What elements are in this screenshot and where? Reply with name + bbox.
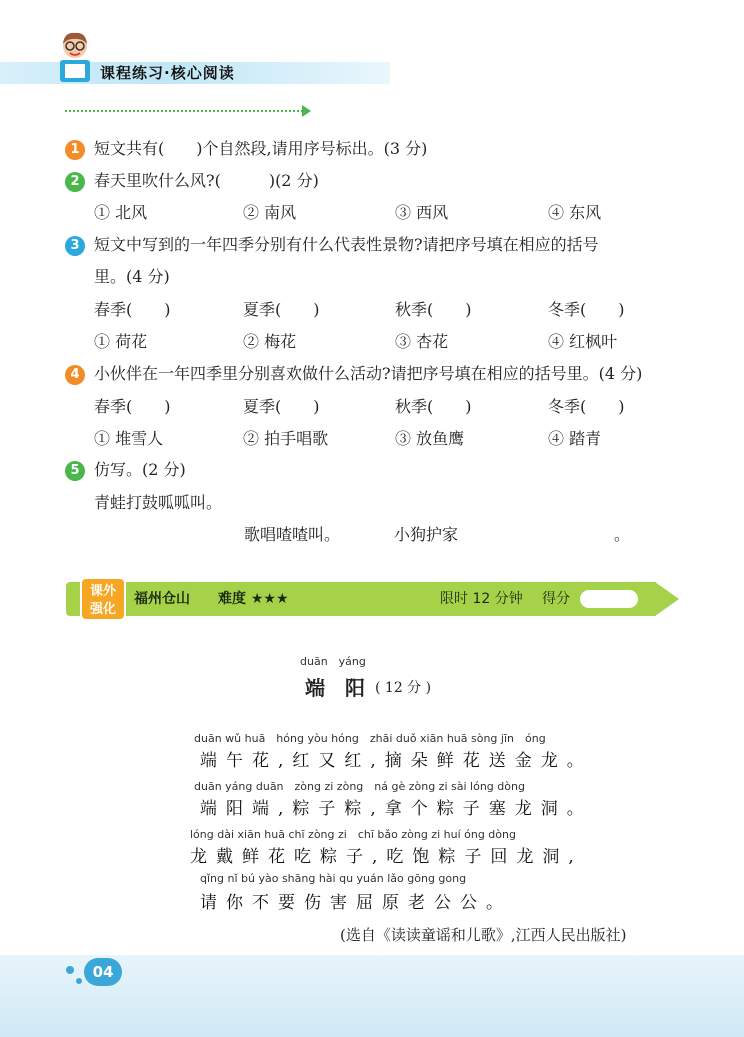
option: ② 拍手唱歌 (243, 429, 329, 448)
season-blank: 秋季( ) (395, 397, 472, 416)
option: ③ 杏花 (395, 332, 449, 351)
example-sentence: 青蛙打鼓呱呱叫。 (94, 493, 223, 512)
season-blank: 夏季( ) (243, 397, 320, 416)
option: ③ 放鱼鹰 (395, 429, 465, 448)
poem-line-pinyin: lóng dài xiān huā chī zòng zi chī bǎo zòng zi huí óng dòng (190, 828, 516, 841)
title-pinyin: duān yáng (300, 655, 366, 668)
decor-dot (66, 966, 74, 974)
season-blank: 春季( ) (94, 300, 171, 319)
season-blank: 夏季( ) (243, 300, 320, 319)
page-header-title: 课程练习·核心阅读 (100, 64, 235, 82)
season-blank: 秋季( ) (395, 300, 472, 319)
poem-line: 龙戴鲜花吃粽子,吃饱粽子回龙洞, (190, 847, 583, 867)
season-blank: 冬季( ) (548, 397, 625, 416)
question-number: 2 (65, 172, 85, 192)
option: ① 堆雪人 (94, 429, 164, 448)
option: ① 北风 (94, 203, 148, 222)
dotted-divider (65, 110, 303, 112)
banner-difficulty: 难度 ★★★ (218, 591, 289, 607)
question-text: 小伙伴在一年四季里分别喜欢做什么活动?请把序号填在相应的括号里。(4 分) (94, 364, 643, 383)
option: ④ 踏青 (548, 429, 602, 448)
question-text: 短文共有( )个自然段,请用序号标出。(3 分) (94, 139, 428, 158)
mascot-icon (52, 30, 98, 86)
arrow-icon (302, 105, 311, 117)
fill-period: 。 (614, 525, 631, 544)
decor-dot (76, 978, 82, 984)
banner-score-label: 得分 (542, 591, 570, 607)
poem-line: 端阳端,粽子粽,拿个粽子塞龙洞。 (200, 799, 593, 819)
season-blank: 冬季( ) (548, 300, 625, 319)
season-blank: 春季( ) (94, 397, 171, 416)
question-number: 4 (65, 365, 85, 385)
question-text: 短文中写到的一年四季分别有什么代表性景物?请把序号填在相应的括号 (94, 235, 599, 254)
poem-line: 请你不要伤害屈原老公公。 (200, 893, 512, 913)
fill-sentence: 歌唱喳喳叫。 (244, 525, 341, 544)
page-number: 04 (84, 958, 122, 986)
option: ④ 东风 (548, 203, 602, 222)
question-text: 仿写。(2 分) (94, 460, 186, 479)
poem-score: ( 12 分 ) (375, 680, 432, 696)
option: ③ 西风 (395, 203, 449, 222)
poem-line-pinyin: duān wǔ huā hóng yòu hóng zhāi duǒ xiān huā sòng jīn óng (194, 732, 546, 745)
banner-region: 福州仓山 (134, 591, 190, 607)
option: ① 荷花 (94, 332, 148, 351)
question-text: 春天里吹什么风?( )(2 分) (94, 171, 319, 190)
fill-sentence: 小狗护家 (394, 525, 459, 544)
poem-line: 端午花,红又红,摘朵鲜花送金龙。 (200, 751, 593, 771)
banner-time-limit: 限时 12 分钟 (440, 591, 523, 607)
poem-line-pinyin: duān yáng duān zòng zi zòng ná gè zòng zi sài lóng dòng (194, 780, 525, 793)
question-number: 1 (65, 140, 85, 160)
option: ② 南风 (243, 203, 297, 222)
banner-arrow-icon (655, 582, 679, 616)
question-number: 5 (65, 461, 85, 481)
option: ④ 红枫叶 (548, 332, 618, 351)
section-badge: 课外 强化 (80, 577, 126, 621)
question-text-cont: 里。(4 分) (94, 267, 170, 286)
poem-source: (选自《读读童谣和儿歌》,江西人民出版社) (340, 926, 627, 944)
option: ② 梅花 (243, 332, 297, 351)
poem-title: 端 阳 (305, 676, 365, 700)
poem-line-pinyin: qǐng nǐ bú yào shāng hài qu yuán lǎo gōng gong (200, 872, 467, 885)
question-number: 3 (65, 236, 85, 256)
score-field[interactable] (580, 590, 638, 608)
